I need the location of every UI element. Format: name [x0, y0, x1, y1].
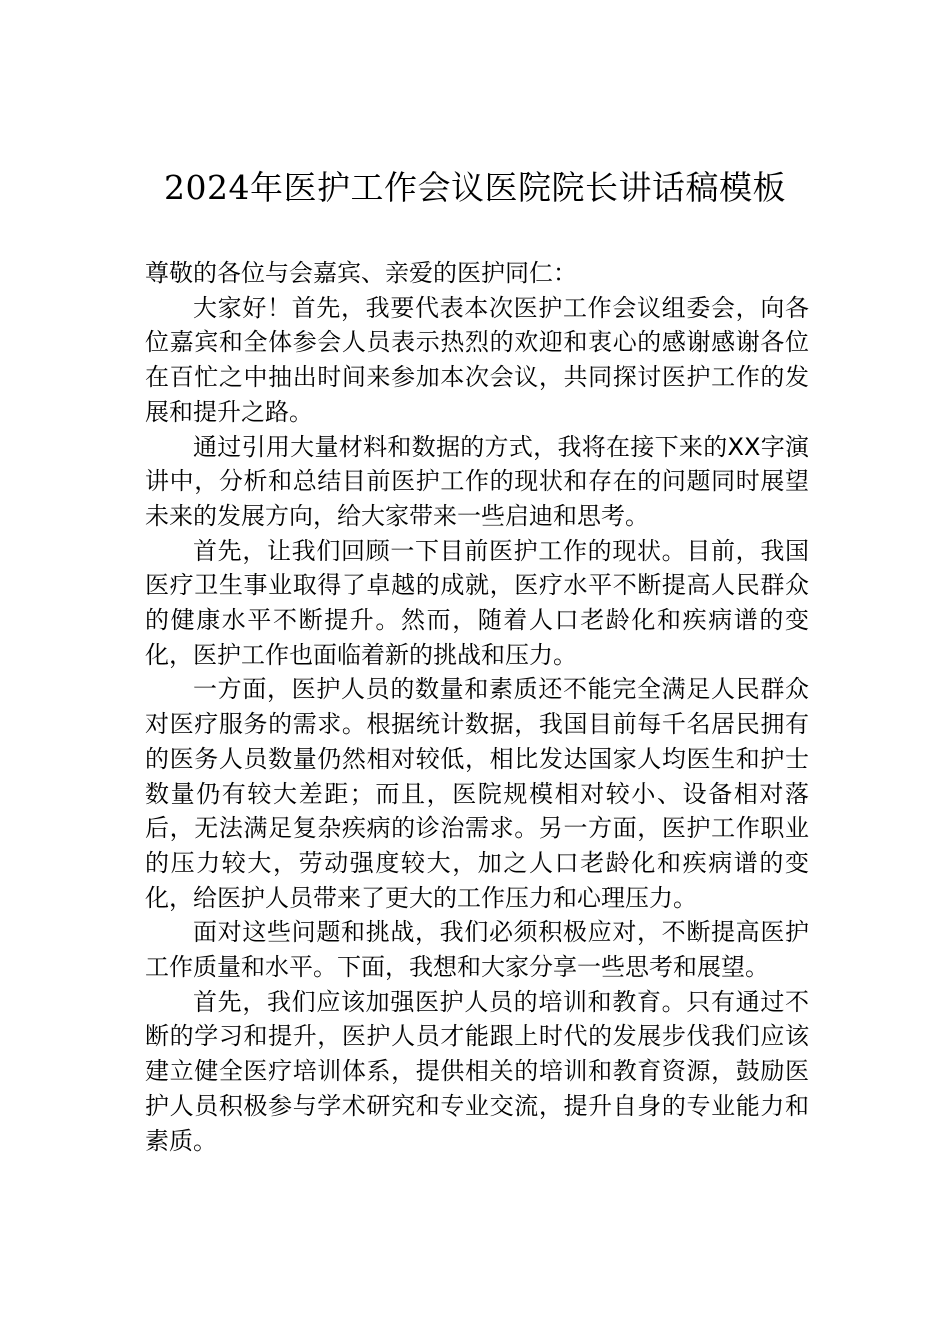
paragraph-problems: 一方面，医护人员的数量和素质还不能完全满足人民群众对医疗服务的需求。根据统计数据，我国目前每千名居民拥有的医务人员数量仍然相对较低，相比发达国家人均医生和护士数量仍有较大差距；而且，医院规模相对较小、设备相对落后，无法满足复杂疾病的诊治需求。另一方面，医护工作职业的压力较大，劳动强度较大，加之人口老龄化和疾病谱的变化，给医护人员带来了更大的工作压力和心理压力。	[145, 675, 809, 912]
paragraph-welcome: 大家好！首先，我要代表本次医护工作会议组委会，向各位嘉宾和全体参会人员表示热烈的欢迎和衷心的感谢感谢各位在百忙之中抽出时间来参加本次会议，共同探讨医护工作的发展和提升之路。	[145, 293, 809, 426]
document-title: 2024年医护工作会议医院院长讲话稿模板	[164, 168, 786, 207]
paragraph-training: 首先，我们应该加强医护人员的培训和教育。只有通过不断的学习和提升，医护人员才能跟上时代的发展步伐我们应该建立健全医疗培训体系，提供相关的培训和教育资源，鼓励医护人员积极参与学术研究和专业交流，提升自身的专业能力和素质。	[145, 987, 809, 1155]
paragraph-current-status: 首先，让我们回顾一下目前医护工作的现状。目前，我国医疗卫生事业取得了卓越的成就，医疗水平不断提高人民群众的健康水平不断提升。然而，随着人口老龄化和疾病谱的变化，医护工作也面临着新的挑战和压力。	[145, 536, 809, 669]
document-body	[145, 256, 809, 1158]
salutation: 尊敬的各位与会嘉宾、亲爱的医护同仁：	[145, 259, 577, 287]
paragraph-response: 面对这些问题和挑战，我们必须积极应对，不断提高医护工作质量和水平。下面，我想和大家分享一些思考和展望。	[145, 918, 809, 982]
paragraph-speech-overview: 通过引用大量材料和数据的方式，我将在接下来的XX字演讲中，分析和总结目前医护工作的现状和存在的问题同时展望未来的发展方向，给大家带来一些启迪和思考。	[145, 432, 809, 530]
